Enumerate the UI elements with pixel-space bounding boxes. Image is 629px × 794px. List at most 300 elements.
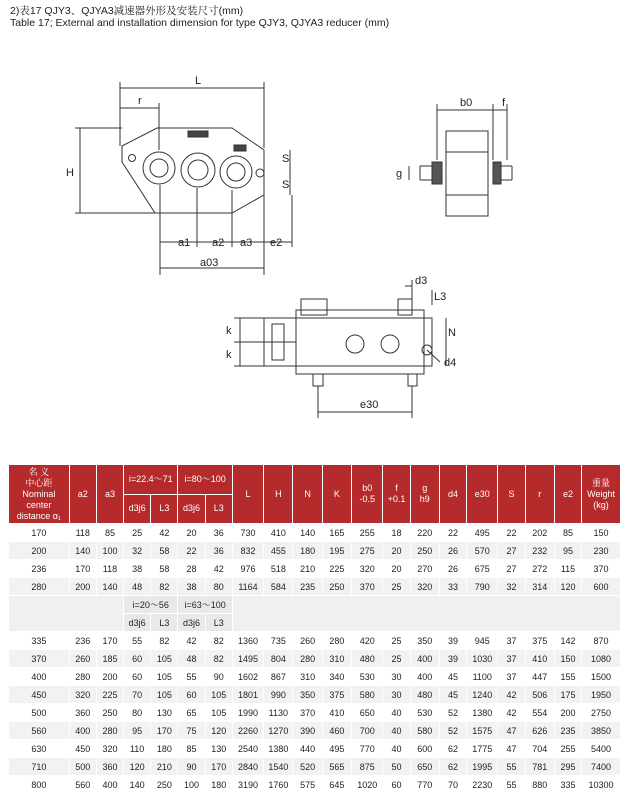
table-cell: 530 xyxy=(352,668,383,686)
table-row xyxy=(9,740,621,758)
table-cell: 314 xyxy=(525,578,554,596)
table-cell: 310 xyxy=(322,650,351,668)
dim-S-bottom: S xyxy=(282,179,290,191)
table-cell: 32 xyxy=(124,542,151,560)
table-cell: 40 xyxy=(383,740,410,758)
table-cell: 480 xyxy=(410,686,439,704)
table-cell: 400 xyxy=(96,776,123,794)
header-weight: 重量 Weight (kg) xyxy=(582,465,621,524)
table-cell: 800 xyxy=(9,776,70,794)
table-cell: 39 xyxy=(439,632,466,650)
table-cell: 645 xyxy=(322,776,351,794)
table-cell: 1270 xyxy=(264,722,293,740)
dim-k-bottom: k xyxy=(226,349,232,361)
table-cell: 170 xyxy=(205,758,232,776)
header-L3-1: L3 xyxy=(151,494,178,524)
table-cell: 210 xyxy=(151,758,178,776)
table-cell: 82 xyxy=(151,632,178,650)
table-cell: 60 xyxy=(124,650,151,668)
table-cell: 1495 xyxy=(232,650,263,668)
header-S: S xyxy=(498,465,525,524)
table-cell: 52 xyxy=(439,722,466,740)
table-cell: 20 xyxy=(383,542,410,560)
table-cell: 55 xyxy=(498,776,525,794)
table-cell: 85 xyxy=(96,524,123,542)
table-cell: 200 xyxy=(96,668,123,686)
table-cell: 410 xyxy=(525,650,554,668)
table-cell: 275 xyxy=(352,542,383,560)
table-cell: 220 xyxy=(410,524,439,542)
table-cell: 2540 xyxy=(232,740,263,758)
table-cell: 945 xyxy=(467,632,498,650)
table-cell: 85 xyxy=(178,740,205,758)
table-row xyxy=(9,776,621,794)
table-row xyxy=(9,686,621,704)
dim-a03: a03 xyxy=(200,257,219,269)
table-cell: 45 xyxy=(439,668,466,686)
table-cell: 42 xyxy=(151,524,178,542)
table-cell: 250 xyxy=(96,704,123,722)
table-cell: 55 xyxy=(124,632,151,650)
table-cell: 320 xyxy=(96,740,123,758)
table-cell: 1020 xyxy=(352,776,383,794)
table-cell: 1080 xyxy=(582,650,621,668)
table-cell: 60 xyxy=(178,686,205,704)
header-d3j6-1: d3j6 xyxy=(124,494,151,524)
table-row xyxy=(9,650,621,668)
table-cell: 185 xyxy=(96,650,123,668)
table-cell: 110 xyxy=(124,740,151,758)
table-cell: 500 xyxy=(69,758,96,776)
dim-a1: a1 xyxy=(178,237,191,249)
table-cell: 375 xyxy=(322,686,351,704)
table-cell: 310 xyxy=(293,668,322,686)
table-cell: 260 xyxy=(69,650,96,668)
table-cell: 118 xyxy=(69,524,96,542)
table-title-cn: 2)表17 QJY3、QJYA3减速器外形及安装尺寸(mm) xyxy=(10,5,244,17)
table-cell: 155 xyxy=(554,668,581,686)
table-cell: 280 xyxy=(293,650,322,668)
table-cell: 60 xyxy=(383,776,410,794)
table-cell: 48 xyxy=(178,650,205,668)
table-cell: 360 xyxy=(69,704,96,722)
table-cell: 100 xyxy=(178,776,205,794)
table-cell: 1602 xyxy=(232,668,263,686)
table-cell: 47 xyxy=(498,740,525,758)
table-row xyxy=(9,578,621,596)
table-cell: 58 xyxy=(151,560,178,578)
table-cell: 82 xyxy=(151,578,178,596)
table-cell: 804 xyxy=(264,650,293,668)
table-cell: 770 xyxy=(352,740,383,758)
table-cell: 232 xyxy=(525,542,554,560)
table-cell: 400 xyxy=(9,668,70,686)
table-cell: 570 xyxy=(467,542,498,560)
header-e2: e2 xyxy=(554,465,581,524)
table-cell: 495 xyxy=(467,524,498,542)
table-row xyxy=(9,632,621,650)
dim-r: r xyxy=(138,95,142,107)
table-cell: 710 xyxy=(9,758,70,776)
table-cell: 26 xyxy=(439,560,466,578)
dim-S-top: S xyxy=(282,153,290,165)
table-cell: 565 xyxy=(322,758,351,776)
header-a3: a3 xyxy=(96,465,123,524)
table-cell: 520 xyxy=(293,758,322,776)
table-cell: 20 xyxy=(178,524,205,542)
table-cell: 560 xyxy=(9,722,70,740)
table-cell: 33 xyxy=(439,578,466,596)
header-f: f +0.1 xyxy=(383,465,410,524)
table-cell: 280 xyxy=(322,632,351,650)
table-cell: 650 xyxy=(352,704,383,722)
table-cell: 105 xyxy=(205,686,232,704)
table-cell: 140 xyxy=(124,776,151,794)
table-cell: 42 xyxy=(178,632,205,650)
table-row xyxy=(9,542,621,560)
table-group-1 xyxy=(9,524,621,596)
table-cell: 375 xyxy=(525,632,554,650)
table-cell: 1380 xyxy=(264,740,293,758)
table-cell: 140 xyxy=(69,542,96,560)
table-cell: 480 xyxy=(352,650,383,668)
table-cell: 1030 xyxy=(467,650,498,668)
dim-a3: a3 xyxy=(240,237,253,249)
table-cell: 62 xyxy=(439,758,466,776)
table-cell: 295 xyxy=(554,758,581,776)
table-cell: 880 xyxy=(525,776,554,794)
table-cell: 85 xyxy=(554,524,581,542)
table-cell: 28 xyxy=(178,560,205,578)
table-cell: 150 xyxy=(582,524,621,542)
table-cell: 42 xyxy=(205,560,232,578)
table-cell: 1775 xyxy=(467,740,498,758)
table-cell: 32 xyxy=(498,578,525,596)
table-cell: 10300 xyxy=(582,776,621,794)
table-cell: 70 xyxy=(439,776,466,794)
table-cell: 255 xyxy=(554,740,581,758)
table-cell: 27 xyxy=(498,542,525,560)
table-cell: 2230 xyxy=(467,776,498,794)
table-cell: 320 xyxy=(410,578,439,596)
table-cell: 180 xyxy=(293,542,322,560)
table-cell: 600 xyxy=(582,578,621,596)
table-cell: 142 xyxy=(554,632,581,650)
table-cell: 1240 xyxy=(467,686,498,704)
table-cell: 870 xyxy=(582,632,621,650)
table-cell: 1990 xyxy=(232,704,263,722)
header-nominal: 名 义 中心距 Nominal center distance α₁ xyxy=(9,465,70,524)
table-cell: 832 xyxy=(232,542,263,560)
table-cell: 770 xyxy=(410,776,439,794)
table-cell: 1500 xyxy=(582,668,621,686)
table-cell: 48 xyxy=(124,578,151,596)
table-cell: 335 xyxy=(554,776,581,794)
table-cell: 500 xyxy=(9,704,70,722)
table-cell: 37 xyxy=(498,650,525,668)
table-cell: 236 xyxy=(69,632,96,650)
table-cell: 225 xyxy=(322,560,351,578)
table-cell: 95 xyxy=(124,722,151,740)
table-cell: 1995 xyxy=(467,758,498,776)
dim-a2: a2 xyxy=(212,237,225,249)
table-cell: 36 xyxy=(205,542,232,560)
header-e30: e30 xyxy=(467,465,498,524)
subheader-ratio1: i=20～56 xyxy=(124,596,178,614)
table-cell: 390 xyxy=(293,722,322,740)
header-H: H xyxy=(264,465,293,524)
table-cell: 42 xyxy=(498,686,525,704)
dim-b0: b0 xyxy=(460,97,473,109)
table-cell: 3850 xyxy=(582,722,621,740)
table-cell: 130 xyxy=(205,740,232,758)
table-cell: 25 xyxy=(383,578,410,596)
table-cell: 195 xyxy=(322,542,351,560)
table-cell: 1164 xyxy=(232,578,263,596)
table-cell: 370 xyxy=(582,560,621,578)
table-cell: 20 xyxy=(383,560,410,578)
subheader-d3j6-1: d3j6 xyxy=(124,614,151,632)
dim-g: g xyxy=(396,168,403,180)
table-cell: 495 xyxy=(322,740,351,758)
table-cell: 280 xyxy=(69,668,96,686)
table-cell: 976 xyxy=(232,560,263,578)
table-cell: 350 xyxy=(293,686,322,704)
table-cell: 105 xyxy=(151,668,178,686)
table-cell: 370 xyxy=(293,704,322,722)
table-subheader xyxy=(9,596,621,632)
table-cell: 460 xyxy=(322,722,351,740)
table-cell: 175 xyxy=(554,686,581,704)
subheader-L3-1: L3 xyxy=(151,614,178,632)
table-cell: 730 xyxy=(232,524,263,542)
table-cell: 150 xyxy=(554,650,581,668)
table-cell: 200 xyxy=(69,578,96,596)
table-cell: 120 xyxy=(124,758,151,776)
table-cell: 39 xyxy=(439,650,466,668)
table-cell: 2750 xyxy=(582,704,621,722)
table-cell: 36 xyxy=(205,524,232,542)
table-cell: 236 xyxy=(9,560,70,578)
table-cell: 450 xyxy=(9,686,70,704)
table-cell: 1540 xyxy=(264,758,293,776)
table-cell: 120 xyxy=(554,578,581,596)
table-cell: 170 xyxy=(9,524,70,542)
header-b0: b0 -0.5 xyxy=(352,465,383,524)
table-cell: 170 xyxy=(96,632,123,650)
table-cell: 1801 xyxy=(232,686,263,704)
table-cell: 370 xyxy=(352,578,383,596)
table-cell: 120 xyxy=(205,722,232,740)
table-cell: 40 xyxy=(383,722,410,740)
header-L: L xyxy=(232,465,263,524)
table-cell: 1130 xyxy=(264,704,293,722)
table-cell: 735 xyxy=(264,632,293,650)
table-cell: 50 xyxy=(383,758,410,776)
table-cell: 630 xyxy=(9,740,70,758)
table-cell: 250 xyxy=(410,542,439,560)
table-cell: 7400 xyxy=(582,758,621,776)
table-cell: 260 xyxy=(293,632,322,650)
table-cell: 45 xyxy=(439,686,466,704)
table-cell: 600 xyxy=(410,740,439,758)
table-cell: 450 xyxy=(69,740,96,758)
table-cell: 420 xyxy=(352,632,383,650)
table-cell: 580 xyxy=(352,686,383,704)
table-cell: 867 xyxy=(264,668,293,686)
table-cell: 82 xyxy=(205,650,232,668)
table-row xyxy=(9,560,621,578)
table-cell: 38 xyxy=(124,560,151,578)
header-K: K xyxy=(322,465,351,524)
table-cell: 575 xyxy=(293,776,322,794)
header-d4: d4 xyxy=(439,465,466,524)
table-cell: 410 xyxy=(322,704,351,722)
table-cell: 700 xyxy=(352,722,383,740)
dim-d4: d4 xyxy=(444,357,457,369)
table-cell: 626 xyxy=(525,722,554,740)
table-cell: 80 xyxy=(124,704,151,722)
table-title-en: Table 17; External and installation dimension for type QJY3, QJYA3 reducer (mm) xyxy=(10,17,390,29)
table-cell: 200 xyxy=(554,704,581,722)
table-cell: 280 xyxy=(9,578,70,596)
table-cell: 280 xyxy=(96,722,123,740)
table-cell: 5400 xyxy=(582,740,621,758)
dim-e30: e30 xyxy=(360,399,379,411)
table-cell: 400 xyxy=(410,650,439,668)
table-cell: 95 xyxy=(554,542,581,560)
table-cell: 58 xyxy=(151,542,178,560)
table-cell: 400 xyxy=(410,668,439,686)
table-row xyxy=(9,704,621,722)
table-row xyxy=(9,668,621,686)
subheader-d3j6-2: d3j6 xyxy=(178,614,205,632)
table-cell: 52 xyxy=(439,704,466,722)
table-cell: 781 xyxy=(525,758,554,776)
table-cell: 1360 xyxy=(232,632,263,650)
header-L3-2: L3 xyxy=(205,494,232,524)
table-cell: 202 xyxy=(525,524,554,542)
table-cell: 47 xyxy=(498,722,525,740)
header-ratio1: i=22.4～71 xyxy=(124,465,178,495)
header-N: N xyxy=(293,465,322,524)
table-cell: 650 xyxy=(410,758,439,776)
header-a2: a2 xyxy=(69,465,96,524)
table-row xyxy=(9,524,621,542)
table-cell: 25 xyxy=(124,524,151,542)
table-cell: 235 xyxy=(293,578,322,596)
header-ratio2: i=80～100 xyxy=(178,465,232,495)
table-cell: 1380 xyxy=(467,704,498,722)
table-cell: 42 xyxy=(498,704,525,722)
dim-e2: e2 xyxy=(270,237,283,249)
table-cell: 65 xyxy=(178,704,205,722)
table-cell: 60 xyxy=(124,668,151,686)
plan-view-drawing xyxy=(234,280,446,418)
table-cell: 370 xyxy=(9,650,70,668)
table-cell: 25 xyxy=(383,650,410,668)
table-cell: 584 xyxy=(264,578,293,596)
table-cell: 200 xyxy=(9,542,70,560)
table-cell: 3190 xyxy=(232,776,263,794)
table-cell: 210 xyxy=(293,560,322,578)
table-cell: 447 xyxy=(525,668,554,686)
table-cell: 2840 xyxy=(232,758,263,776)
table-cell: 250 xyxy=(322,578,351,596)
table-cell: 2260 xyxy=(232,722,263,740)
table-cell: 170 xyxy=(151,722,178,740)
table-cell: 22 xyxy=(439,524,466,542)
dimension-table xyxy=(8,464,621,794)
table-cell: 675 xyxy=(467,560,498,578)
table-cell: 530 xyxy=(410,704,439,722)
table-cell: 1950 xyxy=(582,686,621,704)
table-cell: 37 xyxy=(498,632,525,650)
table-cell: 320 xyxy=(352,560,383,578)
table-cell: 38 xyxy=(178,578,205,596)
subheader-ratio2: i=63～100 xyxy=(178,596,232,614)
table-cell: 165 xyxy=(322,524,351,542)
table-cell: 180 xyxy=(151,740,178,758)
table-cell: 40 xyxy=(383,704,410,722)
table-cell: 75 xyxy=(178,722,205,740)
table-cell: 90 xyxy=(178,758,205,776)
table-cell: 554 xyxy=(525,704,554,722)
table-cell: 80 xyxy=(205,578,232,596)
table-cell: 30 xyxy=(383,668,410,686)
table-cell: 230 xyxy=(582,542,621,560)
table-cell: 340 xyxy=(322,668,351,686)
dim-H: H xyxy=(66,167,74,179)
table-cell: 105 xyxy=(151,686,178,704)
table-cell: 506 xyxy=(525,686,554,704)
table-cell: 320 xyxy=(69,686,96,704)
table-cell: 270 xyxy=(410,560,439,578)
header-r: r xyxy=(525,465,554,524)
table-cell: 255 xyxy=(352,524,383,542)
table-cell: 790 xyxy=(467,578,498,596)
table-cell: 704 xyxy=(525,740,554,758)
table-cell: 62 xyxy=(439,740,466,758)
subheader-L3-2: L3 xyxy=(205,614,232,632)
table-cell: 1575 xyxy=(467,722,498,740)
table-cell: 580 xyxy=(410,722,439,740)
table-cell: 350 xyxy=(410,632,439,650)
table-cell: 18 xyxy=(383,524,410,542)
table-cell: 170 xyxy=(69,560,96,578)
table-cell: 140 xyxy=(96,578,123,596)
table-cell: 518 xyxy=(264,560,293,578)
table-cell: 440 xyxy=(293,740,322,758)
table-cell: 90 xyxy=(205,668,232,686)
dim-k-top: k xyxy=(226,325,232,337)
table-cell: 25 xyxy=(383,632,410,650)
table-cell: 272 xyxy=(525,560,554,578)
table-cell: 235 xyxy=(554,722,581,740)
table-cell: 250 xyxy=(151,776,178,794)
table-cell: 70 xyxy=(124,686,151,704)
dim-f: f xyxy=(502,97,506,109)
table-cell: 115 xyxy=(554,560,581,578)
table-cell: 55 xyxy=(498,758,525,776)
table-cell: 1760 xyxy=(264,776,293,794)
side-view-drawing xyxy=(409,104,512,216)
table-cell: 27 xyxy=(498,560,525,578)
table-cell: 55 xyxy=(178,668,205,686)
table-cell: 875 xyxy=(352,758,383,776)
table-cell: 105 xyxy=(151,650,178,668)
table-cell: 360 xyxy=(96,758,123,776)
